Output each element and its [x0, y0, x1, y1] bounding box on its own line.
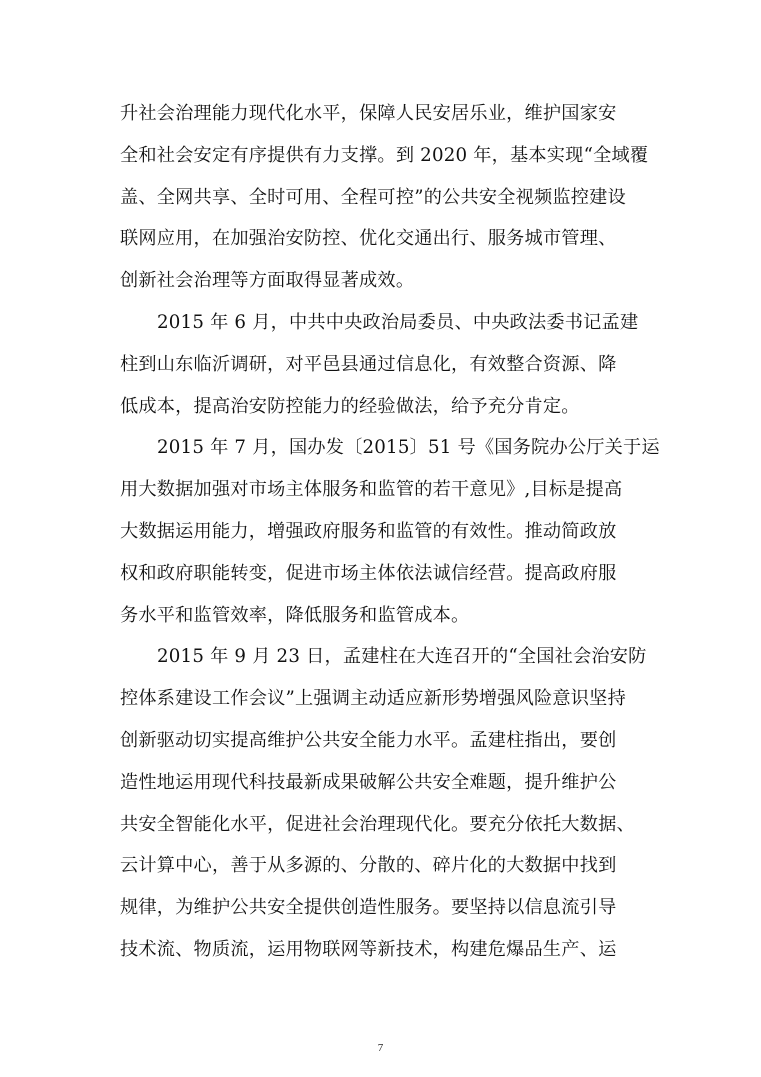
body-text [120, 93, 660, 971]
text-line: 联网应用，在加强治安防控、优化交通出行、服务城市管理、 [120, 228, 617, 250]
text-line: 控体系建设工作会议”上强调主动适应新形势增强风险意识坚持 [120, 688, 626, 710]
text-line: 大数据运用能力，增强政府服务和监管的有效性。推动简政放 [120, 520, 617, 542]
text-line: 2015 年 6 月，中共中央政治局委员、中央政法委书记孟建 [157, 311, 639, 333]
text-line: 规律，为维护公共安全提供创造性服务。要坚持以信息流引导 [120, 897, 617, 919]
text-line: 创新驱动切实提高维护公共安全能力水平。孟建柱指出，要创 [120, 729, 617, 751]
text-line: 造性地运用现代科技最新成果破解公共安全难题，提升维护公 [120, 771, 617, 793]
text-line: 2015 年 9 月 23 日，孟建柱在大连召开的“全国社会治安防 [157, 646, 647, 668]
text-line: 用大数据加强对市场主体服务和监管的若干意见》,目标是提高 [120, 479, 623, 501]
text-line: 技术流、物质流，运用物联网等新技术，构建危爆品生产、运 [120, 938, 617, 960]
text-line: 全和社会安定有序提供有力支撑。到 2020 年，基本实现“全域覆 [120, 144, 649, 166]
text-line: 权和政府职能转变，促进市场主体依法诚信经营。提高政府服 [120, 562, 617, 584]
page-number: 7 [377, 1042, 384, 1054]
text-line: 柱到山东临沂调研，对平邑县通过信息化，有效整合资源、降 [120, 353, 617, 375]
text-line: 升社会治理能力现代化水平，保障人民安居乐业，维护国家安 [120, 103, 617, 124]
text-line: 云计算中心，善于从多源的、分散的、碎片化的大数据中找到 [120, 855, 617, 877]
text-line: 务水平和监管效率，降低服务和监管成本。 [120, 604, 470, 626]
text-line: 创新社会治理等方面取得显著成效。 [120, 270, 415, 292]
text-line: 共安全智能化水平，促进社会治理现代化。要充分依托大数据、 [120, 813, 635, 835]
text-line: 低成本，提高治安防控能力的经验做法，给予充分肯定。 [120, 395, 580, 417]
text-line: 盖、全网共享、全时可用、全程可控”的公共安全视频监控建设 [120, 186, 626, 208]
text-line: 2015 年 7 月，国办发〔2015〕51 号《国务院办公厅关于运 [157, 437, 660, 459]
